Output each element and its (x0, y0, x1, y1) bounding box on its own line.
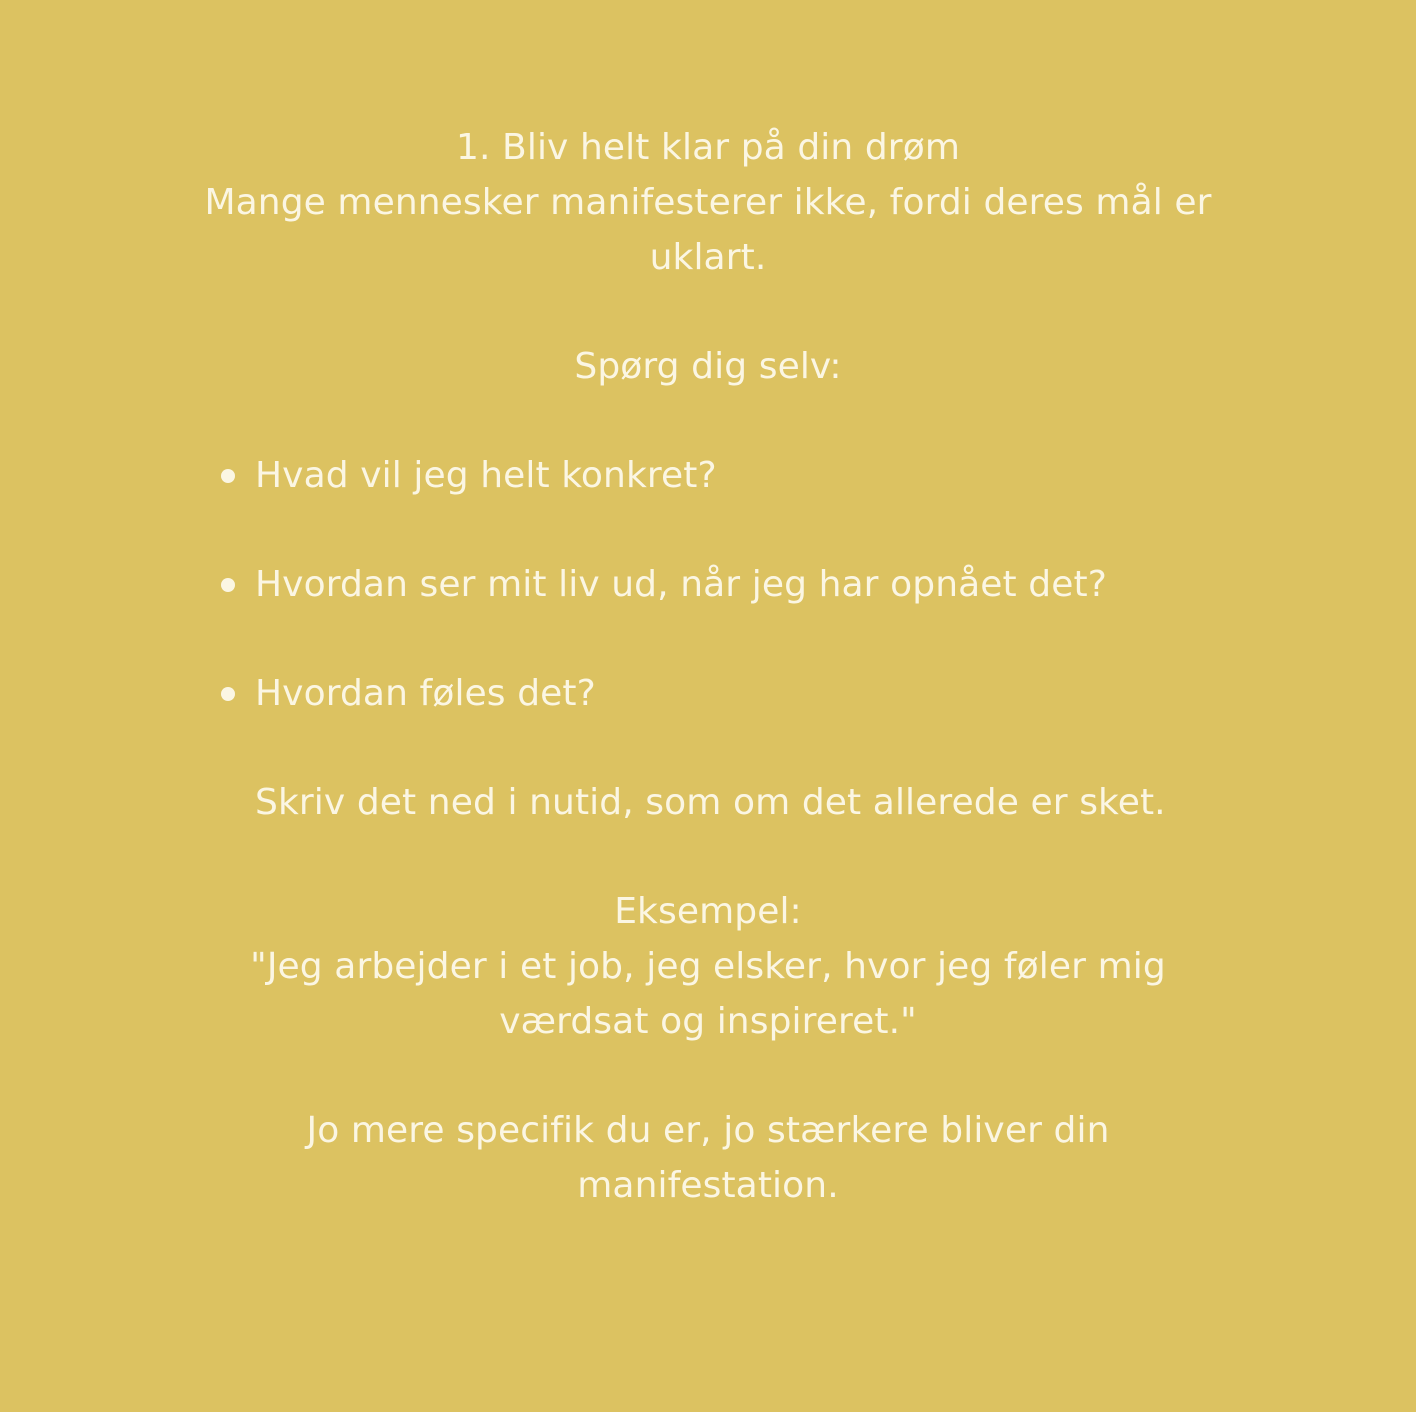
closing-line-1: Jo mere specifik du er, jo stærkere bliver din (306, 1110, 1110, 1151)
spacer (160, 285, 1256, 339)
instruction-text: Skriv det ned i nutid, som om det allerede er sket. (255, 782, 1166, 823)
intro-line-2: uklart. (649, 237, 767, 278)
text-block (160, 120, 1256, 1213)
example-label: Eksempel: (614, 891, 802, 932)
list-item (160, 666, 1256, 721)
bullet-icon (221, 578, 235, 592)
section-heading: 1. Bliv helt klar på din drøm (455, 127, 961, 168)
prompt-text: Spørg dig selv: (574, 346, 842, 387)
example-quote-line-1: "Jeg arbejder i et job, jeg elsker, hvor jeg føler mig (250, 946, 1166, 987)
question-list (160, 448, 1256, 721)
question-text: Hvordan ser mit liv ud, når jeg har opnået det? (255, 564, 1107, 605)
example-quote-line-2: værdsat og inspireret." (499, 1001, 917, 1042)
list-item (160, 557, 1256, 612)
spacer (160, 394, 1256, 448)
question-text: Hvad vil jeg helt konkret? (255, 455, 717, 496)
spacer (160, 721, 1256, 775)
intro-line-1: Mange mennesker manifesterer ikke, fordi deres mål er (204, 182, 1212, 223)
closing-line-2: manifestation. (577, 1165, 839, 1206)
question-text: Hvordan føles det? (255, 673, 596, 714)
bullet-icon (221, 687, 235, 701)
list-item (160, 448, 1256, 503)
spacer (160, 1049, 1256, 1103)
bullet-icon (221, 469, 235, 483)
spacer (160, 830, 1256, 884)
